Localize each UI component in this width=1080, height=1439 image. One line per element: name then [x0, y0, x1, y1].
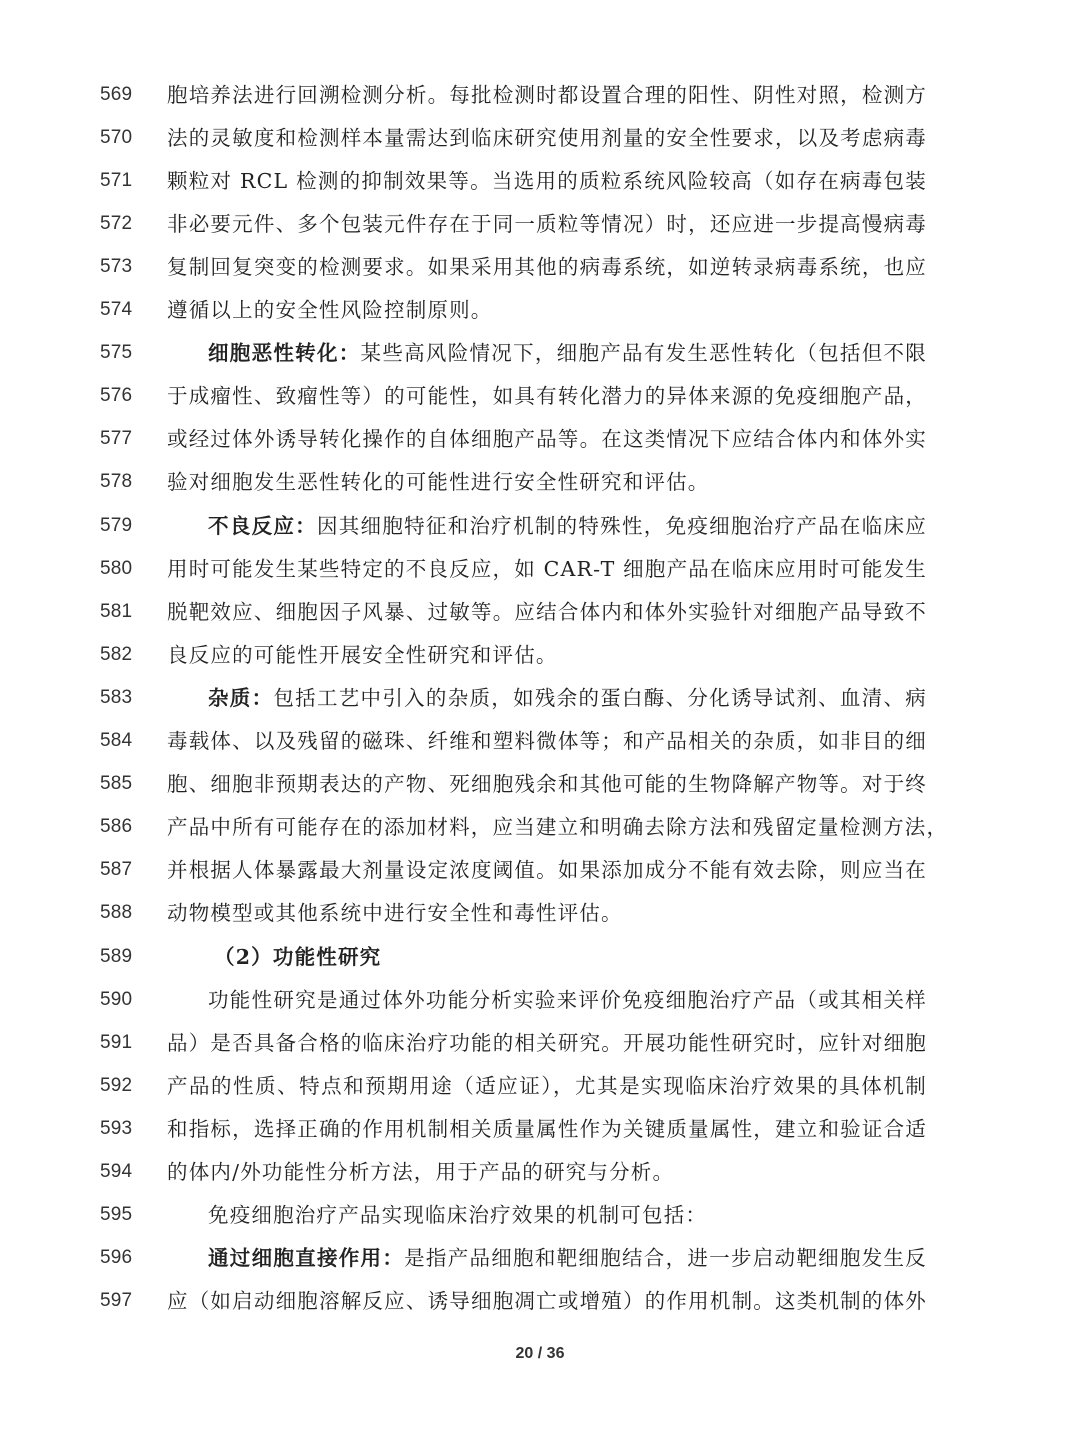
line-text — [208, 1200, 927, 1230]
line-number: 596 — [100, 1247, 133, 1269]
text-run: 的体内/外功能性分析方法，用于产品的研究与分析。 — [167, 1160, 675, 1184]
line-number: 583 — [100, 686, 133, 708]
text-run: 复制回复突变的检测要求。如果采用其他的病毒系统，如逆转录病毒系统，也应 — [167, 254, 927, 279]
document-line — [0, 1280, 1080, 1323]
document-line — [0, 159, 1080, 202]
line-number: 588 — [100, 902, 133, 924]
bold-term: 细胞恶性转化： — [208, 341, 361, 366]
page-number: 20 / 36 — [515, 1345, 565, 1362]
document-line — [0, 245, 1080, 288]
document-line — [0, 806, 1080, 849]
line-number: 594 — [100, 1161, 133, 1182]
text-run: 遵循以上的安全性风险控制原则。 — [167, 298, 493, 322]
line-text — [167, 640, 927, 670]
document-line — [0, 1064, 1080, 1107]
document-line — [0, 375, 1080, 418]
text-run: 毒载体、以及残留的磁珠、纤维和塑料微体等；和产品相关的杂质，如非目的细 — [167, 729, 927, 753]
line-number: 590 — [100, 988, 133, 1010]
document-line — [0, 202, 1080, 245]
text-run: 并根据人体暴露最大剂量设定浓度阈值。如果添加成分不能有效去除，则应当在 — [167, 858, 927, 883]
line-number: 569 — [100, 83, 133, 105]
text-run: 某些高风险情况下，细胞产品有发生恶性转化（包括但不限 — [360, 341, 928, 366]
text-run: 包括工艺中引入的杂质，如残余的蛋白酶、分化诱导试剂、血清、病 — [273, 685, 927, 710]
bold-term: 杂质： — [208, 685, 274, 710]
text-run: 脱靶效应、细胞因子风暴、过敏等。应结合体内和体外实验针对细胞产品导致不 — [167, 599, 927, 624]
text-run: 用时可能发生某些特定的不良反应，如 CAR-T 细胞产品在临床应用时可能发生 — [167, 556, 927, 581]
line-number: 582 — [100, 643, 133, 665]
document-line — [0, 332, 1080, 375]
line-text — [208, 683, 927, 713]
line-number: 576 — [100, 385, 133, 407]
text-run: 和指标，选择正确的作用机制相关质量属性作为关键质量属性，建立和验证合适 — [167, 1116, 927, 1141]
line-text — [167, 726, 927, 756]
document-line — [0, 1194, 1080, 1237]
document-line — [0, 1107, 1080, 1150]
text-run: 于成瘤性、致瘤性等）的可能性，如具有转化潜力的异体来源的免疫细胞产品， — [167, 384, 927, 409]
line-text — [167, 597, 927, 627]
line-text — [208, 985, 927, 1015]
bold-term: 通过细胞直接作用： — [208, 1246, 405, 1271]
text-run: 非必要元件、多个包装元件存在于同一质粒等情况）时，还应进一步提高慢病毒 — [167, 211, 927, 236]
line-text — [167, 1071, 927, 1101]
document-line — [0, 1021, 1080, 1064]
document-line — [0, 590, 1080, 633]
text-run: 法的灵敏度和检测样本量需达到临床研究使用剂量的安全性要求，以及考虑病毒 — [167, 125, 927, 150]
line-text — [167, 898, 927, 928]
line-text — [167, 1114, 927, 1144]
line-number: 573 — [100, 255, 133, 277]
document-line — [0, 978, 1080, 1021]
line-text — [167, 80, 927, 110]
bold-term: 不良反应： — [208, 513, 317, 538]
text-run: 是指产品细胞和靶细胞结合，进一步启动靶细胞发生反 — [404, 1246, 927, 1271]
line-number: 578 — [100, 471, 133, 493]
line-number: 577 — [100, 428, 133, 450]
line-text — [167, 209, 927, 239]
line-text — [167, 123, 927, 153]
line-text — [167, 769, 927, 799]
line-number: 592 — [100, 1074, 133, 1096]
line-text — [208, 511, 927, 541]
line-text — [208, 338, 927, 368]
line-number: 579 — [100, 514, 133, 536]
line-text — [167, 855, 927, 885]
line-text — [167, 554, 927, 584]
line-text — [167, 812, 949, 842]
bold-term: （2）功能性研究 — [214, 944, 382, 969]
document-line — [0, 116, 1080, 159]
text-run: 验对细胞发生恶性转化的可能性进行安全性研究和评估。 — [167, 470, 710, 495]
document-line — [0, 73, 1080, 116]
document-line — [0, 935, 1080, 978]
section-heading — [214, 942, 974, 972]
line-text — [167, 166, 927, 196]
line-text — [167, 381, 927, 411]
line-number: 570 — [100, 126, 133, 148]
line-text — [167, 467, 927, 497]
line-number: 591 — [100, 1031, 133, 1053]
line-number: 589 — [100, 945, 133, 967]
document-line — [0, 633, 1080, 676]
line-number: 587 — [100, 859, 133, 881]
text-run: 应（如启动细胞溶解反应、诱导细胞凋亡或增殖）的作用机制。这类机制的体外 — [167, 1289, 927, 1314]
line-text — [167, 252, 927, 282]
document-line — [0, 892, 1080, 935]
line-number: 575 — [100, 342, 133, 364]
line-number: 580 — [100, 557, 133, 579]
line-text — [167, 1028, 927, 1058]
document-line — [0, 1151, 1080, 1194]
text-run: 免疫细胞治疗产品实现临床治疗效果的机制可包括： — [208, 1203, 708, 1228]
line-number: 585 — [100, 773, 133, 795]
text-run: 胞、细胞非预期表达的产物、死细胞残余和其他可能的生物降解产物等。对于终 — [167, 772, 927, 797]
text-run: 或经过体外诱导转化操作的自体细胞产品等。在这类情况下应结合体内和体外实 — [167, 427, 927, 452]
line-number: 584 — [100, 730, 133, 751]
document-line — [0, 461, 1080, 504]
line-number: 581 — [100, 600, 133, 622]
text-run: 良反应的可能性开展安全性研究和评估。 — [167, 642, 558, 667]
line-number: 586 — [100, 816, 133, 838]
document-line — [0, 1237, 1080, 1280]
document-line — [0, 720, 1080, 763]
document-line — [0, 849, 1080, 892]
document-line — [0, 289, 1080, 332]
text-run: 动物模型或其他系统中进行安全性和毒性评估。 — [167, 901, 623, 926]
document-line — [0, 547, 1080, 590]
document-line — [0, 418, 1080, 461]
text-run: 产品中所有可能存在的添加材料，应当建立和明确去除方法和残留定量检测方法， — [167, 815, 949, 840]
line-number: 572 — [100, 212, 133, 234]
text-run: 因其细胞特征和治疗机制的特殊性，免疫细胞治疗产品在临床应 — [316, 513, 927, 538]
document-line — [0, 676, 1080, 719]
line-text — [167, 1286, 927, 1316]
text-run: 颗粒对 RCL 检测的抑制效果等。当选用的质粒系统风险较高（如存在病毒包装 — [167, 168, 927, 193]
line-text — [208, 1243, 927, 1273]
line-text — [167, 295, 927, 325]
line-number: 593 — [100, 1117, 133, 1139]
document-line — [0, 504, 1080, 547]
line-number: 597 — [100, 1290, 133, 1312]
text-run: 品）是否具备合格的临床治疗功能的相关研究。开展功能性研究时，应针对细胞 — [167, 1030, 927, 1055]
line-number: 595 — [100, 1204, 133, 1226]
text-run: 功能性研究是通过体外功能分析实验来评价免疫细胞治疗产品（或其相关样 — [208, 987, 927, 1012]
line-text — [167, 1157, 927, 1187]
line-number: 571 — [100, 169, 133, 191]
text-run: 胞培养法进行回溯检测分析。每批检测时都设置合理的阳性、阴性对照，检测方 — [167, 82, 927, 107]
line-number: 574 — [100, 299, 133, 320]
text-run: 产品的性质、特点和预期用途（适应证），尤其是实现临床治疗效果的具体机制 — [167, 1073, 927, 1098]
document-line — [0, 763, 1080, 806]
line-text — [167, 424, 927, 454]
